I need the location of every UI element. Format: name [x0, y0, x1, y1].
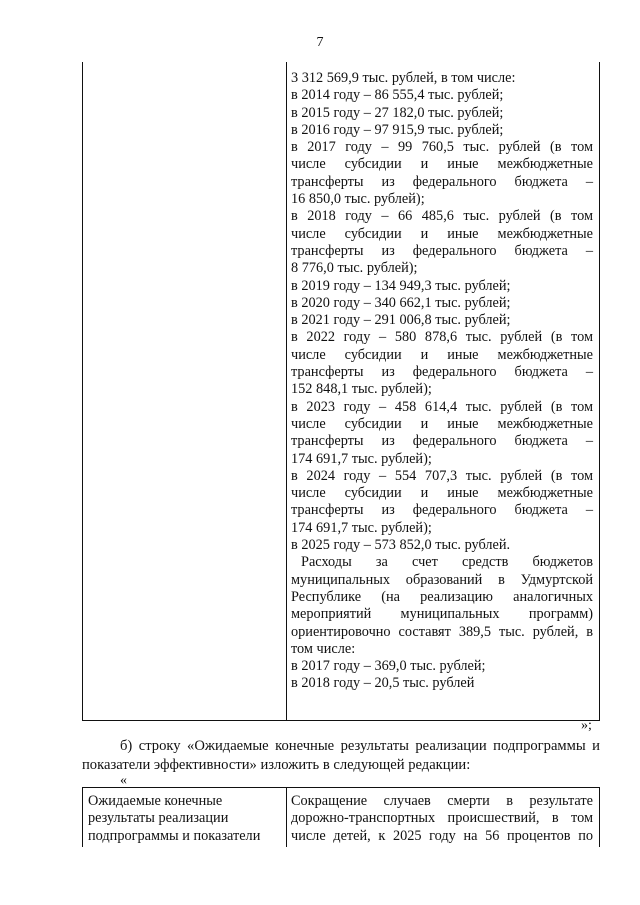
funding-line: в 2017 году – 99 760,5 тыс. рублей (в том: [291, 139, 593, 156]
funding-line: в 2015 году – 27 182,0 тыс. рублей;: [291, 104, 504, 121]
funding-line: числе субсидии и иные межбюджетные: [291, 485, 593, 502]
funding-line: в 2024 году – 554 707,3 тыс. рублей (в том: [291, 467, 593, 484]
funding-line: трансферты из федерального бюджета –: [291, 502, 593, 519]
results-label-cell: [88, 793, 283, 845]
funding-line: трансферты из федерального бюджета –: [291, 364, 593, 381]
results-value-line: числе детей, к 2025 году на 56 процентов по: [291, 827, 593, 844]
funding-line: муниципальных образований в Удмуртской: [291, 571, 593, 588]
funding-line: 16 850,0 тыс. рублей);: [291, 191, 425, 208]
opening-quote: «: [120, 773, 127, 788]
funding-line: в 2025 году – 573 852,0 тыс. рублей.: [291, 537, 511, 554]
table-column-divider: [286, 62, 287, 720]
results-label-line: Ожидаемые конечные: [88, 793, 223, 809]
funding-line: в 2021 году – 291 006,8 тыс. рублей;: [291, 312, 511, 329]
funding-cell: [291, 70, 593, 693]
paragraph-line-2: показатели эффективности» изложить в следующей редакции:: [82, 757, 471, 773]
funding-line: трансферты из федерального бюджета –: [291, 242, 593, 259]
funding-line: 152 848,1 тыс. рублей);: [291, 381, 432, 398]
funding-line: в 2016 году – 97 915,9 тыс. рублей;: [291, 121, 504, 138]
funding-line: в 2022 году – 580 878,6 тыс. рублей (в том: [291, 329, 593, 346]
funding-line: Республике (на реализацию аналогичных: [291, 588, 593, 605]
funding-line: в 2014 году – 86 555,4 тыс. рублей;: [291, 87, 504, 104]
funding-line: в 2017 году – 369,0 тыс. рублей;: [291, 658, 486, 675]
funding-line: ориентировочно составят 389,5 тыс. рублей, в: [291, 623, 593, 640]
funding-line: в 2019 году – 134 949,3 тыс. рублей;: [291, 277, 511, 294]
results-table: [82, 787, 600, 847]
funding-line: числе субсидии и иные межбюджетные: [291, 346, 593, 363]
funding-line: в 2018 году – 20,5 тыс. рублей: [291, 675, 475, 692]
funding-line: в 2018 году – 66 485,6 тыс. рублей (в том: [291, 208, 593, 225]
closing-quote: »;: [581, 718, 592, 733]
funding-line: числе субсидии и иные межбюджетные: [291, 415, 593, 432]
funding-line: трансферты из федерального бюджета –: [291, 433, 593, 450]
funding-line: том числе:: [291, 640, 356, 657]
results-value-cell: [291, 793, 593, 845]
funding-table: [82, 62, 600, 721]
paragraph-line-1: б) строку «Ожидаемые конечные результаты реализации подпрограммы и: [120, 738, 600, 754]
funding-line: в 2020 году – 340 662,1 тыс. рублей;: [291, 294, 511, 311]
funding-line: мероприятий муниципальных программ): [291, 606, 593, 623]
funding-line: 8 776,0 тыс. рублей);: [291, 260, 418, 277]
page-number: 7: [316, 35, 324, 50]
funding-line: Расходы за счет средств бюджетов: [301, 554, 593, 571]
funding-line: числе субсидии и иные межбюджетные: [291, 156, 593, 173]
results-label-line: подпрограммы и показатели: [88, 827, 261, 844]
amendment-paragraph: [82, 737, 600, 775]
funding-line: в 2023 году – 458 614,4 тыс. рублей (в том: [291, 398, 593, 415]
funding-line: 3 312 569,9 тыс. рублей, в том числе:: [291, 70, 516, 86]
table-column-divider: [286, 788, 287, 847]
funding-line: числе субсидии и иные межбюджетные: [291, 225, 593, 242]
funding-line: 174 691,7 тыс. рублей);: [291, 450, 432, 467]
results-value-line: дорожно-транспортных происшествий, в том: [291, 810, 593, 827]
results-value-line: Сокращение случаев смерти в результате: [291, 793, 593, 809]
funding-line: 174 691,7 тыс. рублей);: [291, 519, 432, 536]
results-label-line: результаты реализации: [88, 810, 229, 827]
funding-line: трансферты из федерального бюджета –: [291, 173, 593, 190]
